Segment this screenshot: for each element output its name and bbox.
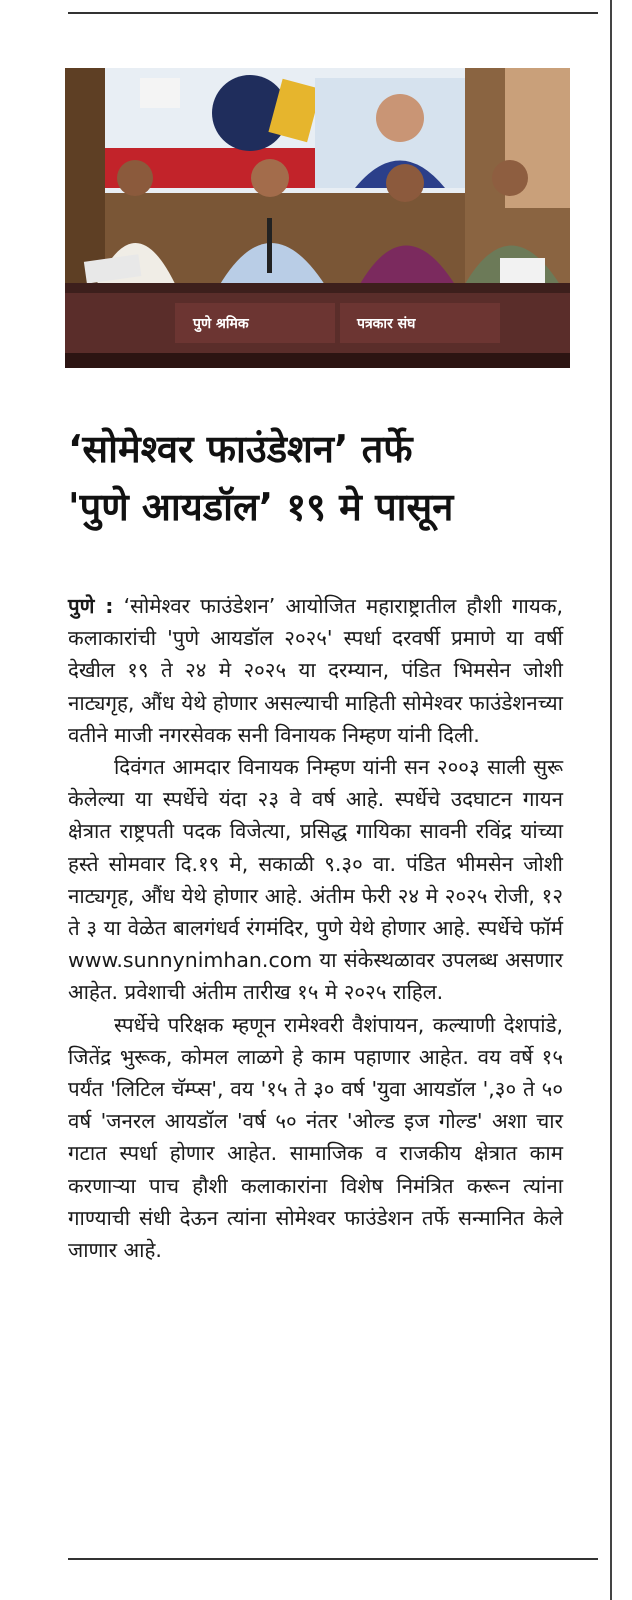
press-conference-photo (65, 68, 570, 368)
bottom-rule (68, 1558, 598, 1560)
article-paragraph-1 (68, 590, 563, 751)
article-body (68, 590, 563, 1266)
paragraph-1-text: ‘सोमेश्वर फाउंडेशन’ आयोजित महाराष्ट्रातील हौशी गायक, कलाकारांची 'पुणे आयडॉल २०२५' स्पर्धा दरवर्षी प्रमाणे या वर्षी देखील १९ ते २४ मे २०२५ या दरम्यान, पंडित भिमसेन जोशी नाट्यगृह, औंध येथे होणार असल्याची माहिती सोमेश्वर फाउंडेशनच्या वतीने माजी नगरसेवक सनी विनायक निम्हण यांनी दिली. (68, 594, 563, 747)
headline-line-2: 'पुणे आयडॉल’ १९ मे पासून (68, 485, 454, 529)
article-paragraph-3: स्पर्धेचे परिक्षक म्हणून रामेश्वरी वैशंपायन, कल्याणी देशपांडे, जितेंद्र भुरूक, कोमल लाळगे हे काम पहाणार आहेत. वय वर्षे १५ पर्यंत 'लिटिल चॅम्प्स', वय '१५ ते ३० वर्ष 'युवा आयडॉल ',३० ते ५० वर्ष 'जनरल आयडॉल 'वर्ष ५० नंतर 'ओल्ड इज गोल्ड' अशा चार गटात स्पर्धा होणार आहेत. सामाजिक व राजकीय क्षेत्रात काम करणाऱ्या पाच हौशी कलाकारांना विशेष निमंत्रित करून त्यांना गाण्याची संधी देऊन त्यांना सोमेश्वर फाउंडेशन तर्फे सन्मानित केले जाणार आहे. (68, 1012, 564, 1263)
nameplate-right-text: पत्रकार संघ (357, 316, 416, 332)
dateline: पुणे : (68, 594, 114, 618)
headline-line-1: ‘सोमेश्वर फाउंडेशन’ तर्फे (68, 427, 413, 471)
top-rule (68, 12, 598, 14)
headline (68, 420, 588, 536)
column-divider (610, 0, 612, 1600)
nameplate-left-text: पुणे श्रमिक (193, 316, 249, 332)
article-paragraph-2: दिवंगत आमदार विनायक निम्हण यांनी सन २००३ साली सुरू केलेल्या या स्पर्धेचे यंदा २३ वे वर्ष आहे. स्पर्धेचे उदघाटन गायन क्षेत्रात राष्ट्रपती पदक विजेत्या, प्रसिद्ध गायिका सावनी रविंद्र यांच्या हस्ते सोमवार दि.१९ मे, सकाळी ९.३० वा. पंडित भीमसेन जोशी नाट्यगृह, औंध येथे होणार आहे. अंतीम फेरी २४ मे २०२५ रोजी, १२ ते ३ या वेळेत बालगंधर्व रंगमंदिर, पुणे येथे होणार आहे. स्पर्धेचे फॉर्म www.sunnynimhan.com या संकेस्थळावर उपलब्ध असणार आहेत. प्रवेशाची अंतीम तारीख १५ मे २०२५ राहिल. (68, 755, 563, 1005)
